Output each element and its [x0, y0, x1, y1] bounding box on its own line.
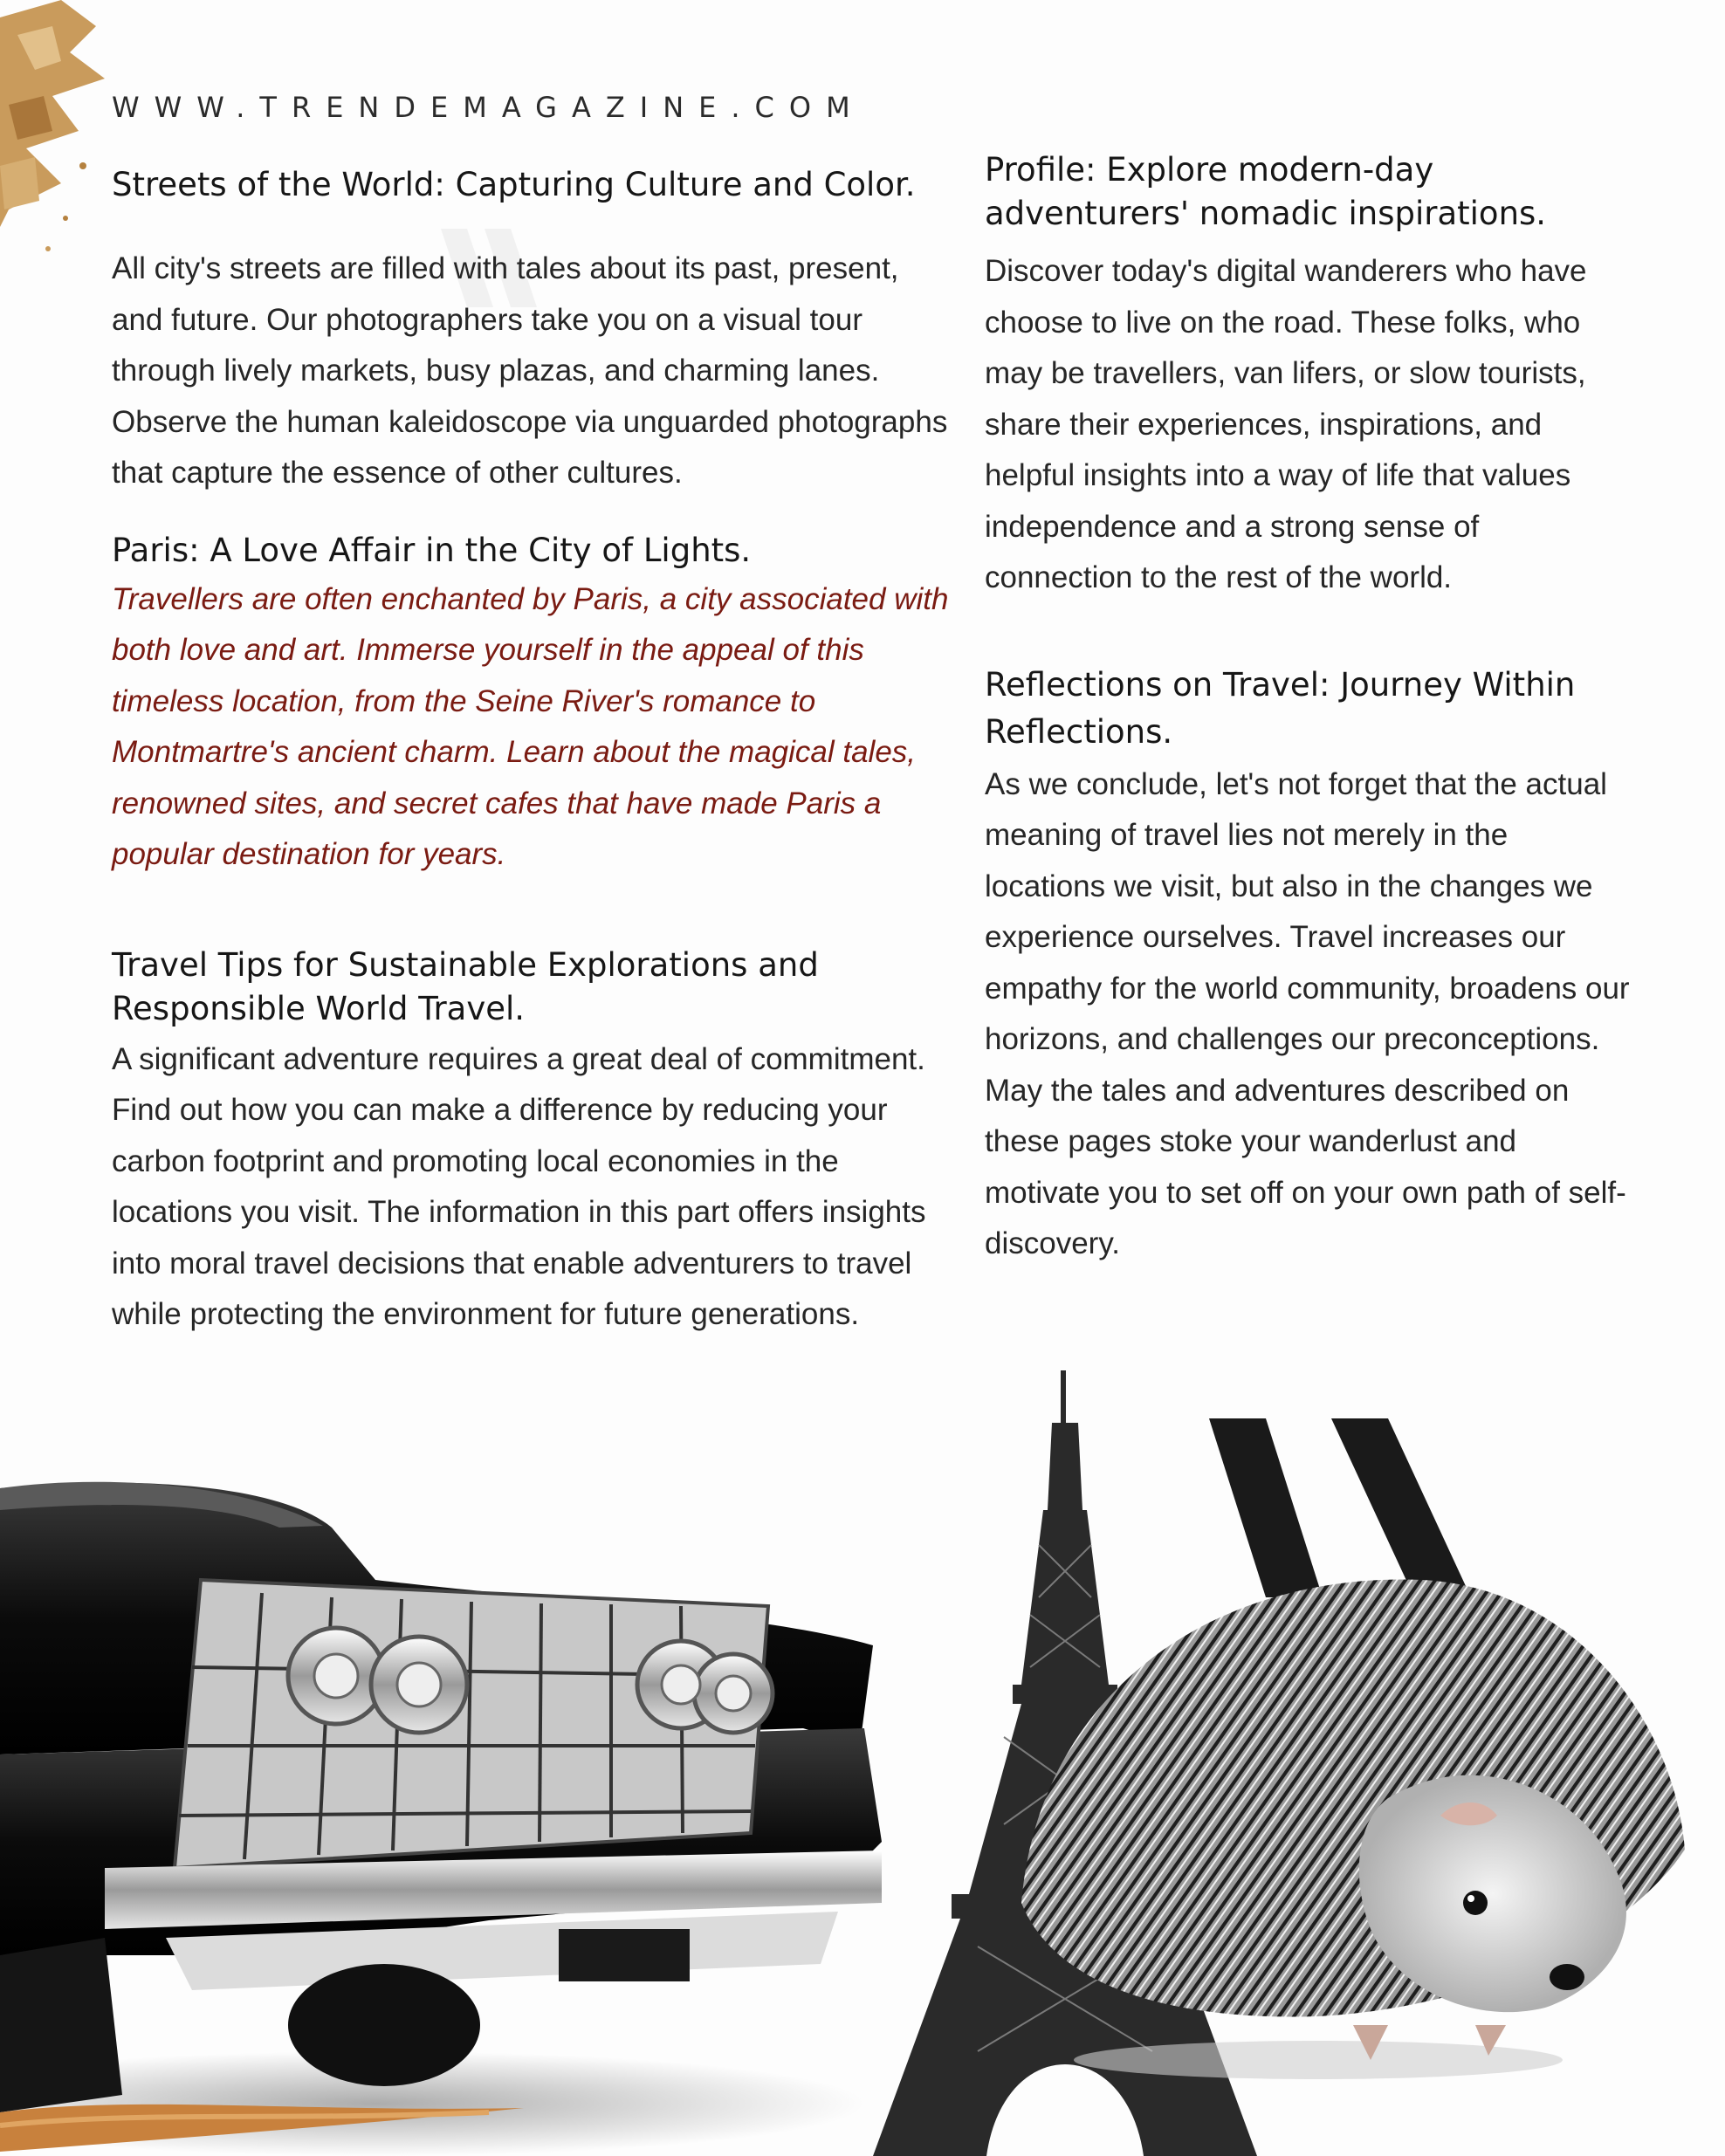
section-travel-tips	[112, 944, 950, 1341]
section-paris	[112, 527, 950, 881]
dried-leaves-image	[0, 0, 113, 262]
section-body: All city's streets are filled with tales about its past, present, and future. Our photographers take you on a visual tour through lively markets, busy plazas, and charming lanes. Observe the human kaleidoscope via unguarded photographs that capture the essence of other cultures.	[112, 251, 948, 490]
hedgehog-image	[986, 1536, 1702, 2095]
snake-tail-image	[0, 2043, 524, 2156]
section-body: A significant adventure requires a great deal of commitment. Find out how you can make a difference by reducing your carbon footprint and promoting local economies in the locations you visit. The information in this part offers insights into moral travel decisions that enable adventurers to travel while protecting the environment for future generations.	[112, 1041, 926, 1331]
section-body-highlight: Travellers are often enchanted by Paris, a city associated with both love and art. Immerse yourself in the appeal of this timeless location, from the Seine River's romance to Montmartre's ancient charm. Learn about the magical tales, renowned sites, and secret cafes that have made Paris a popular destination for years.	[112, 581, 949, 871]
left-column	[112, 161, 950, 1341]
section-title: Travel Tips for Sustainable Explorations and Responsible World Travel.	[112, 945, 819, 1027]
section-title: Streets of the World: Capturing Culture and Color.	[112, 166, 916, 203]
section-profile	[985, 148, 1631, 604]
section-reflections	[985, 662, 1631, 1270]
section-title: Profile: Explore modern-day adventurers' nomadic inspirations.	[985, 151, 1547, 232]
section-title: Reflections on Travel: Journey Within Reflections.	[985, 665, 1576, 751]
section-body: As we conclude, let's not forget that the actual meaning of travel lies not merely in the locations we visit, but also in the changes we experience ourselves. Travel increases our empathy for the world community, broadens our horizons, and challenges our preconceptions. May the tales and adventures described on these pages stoke your wanderlust and motivate you to set off on your own path of self-discovery.	[985, 766, 1630, 1260]
site-url: WWW.TRENDEMAGAZINE.COM	[112, 91, 865, 124]
section-title: Paris: A Love Affair in the City of Lights.	[112, 531, 752, 569]
right-column	[985, 148, 1631, 1270]
section-streets-of-the-world	[112, 161, 950, 499]
section-body: Discover today's digital wanderers who have choose to live on the road. These folks, who may be travellers, van lifers, or slow tourists, share their experiences, inspirations, and helpful insights into a way of life that values independence and a strong sense of connection to the rest of the world.	[985, 254, 1587, 594]
